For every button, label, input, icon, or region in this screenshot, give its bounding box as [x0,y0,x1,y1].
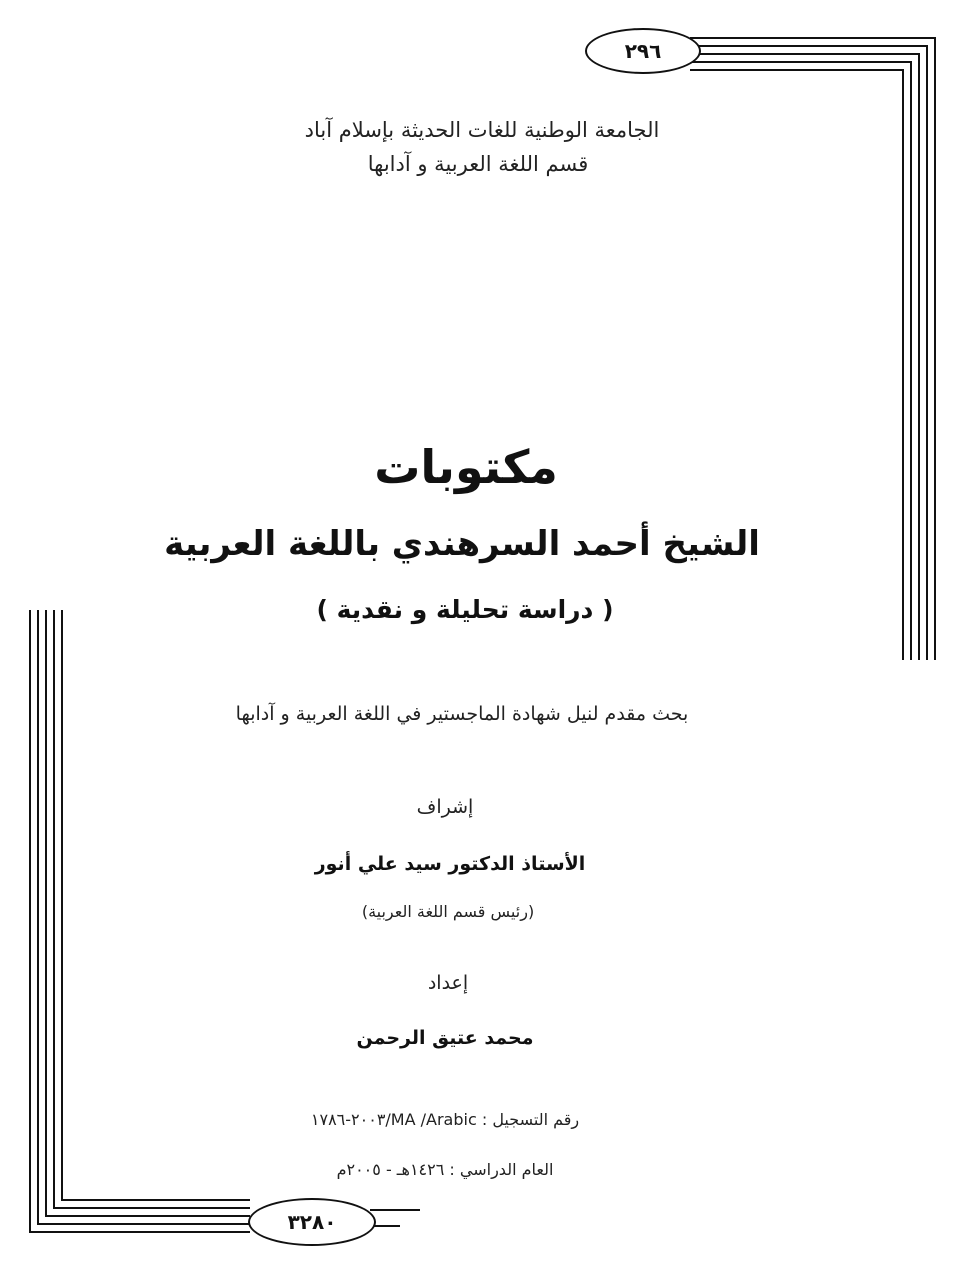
study-type: ( دراسة تحليلة و نقدية ) [316,595,614,624]
university-name: الجامعة الوطنية للغات الحديثة بإسلام آباد [304,118,660,142]
purpose-line: بحث مقدم لنيل شهادة الماجستير في اللغة العربية و آدابها [235,703,689,725]
supervisor-role: (رئيس قسم اللغة العربية) [361,902,535,921]
supervision-label: إشراف [416,796,474,818]
registration-number: رقم التسجيل : MA /Arabic/٢٠٠٣-١٧٨٦ [310,1110,580,1129]
author-name: محمد عتيق الرحمن [356,1027,534,1049]
page-number-bottom-text: ٣٢٨٠ [287,1210,337,1234]
page-number-top-text: ٢٩٦ [624,39,662,63]
supervisor-name: الأستاذ الدكتور سيد علي أنور [314,853,586,875]
department-name: قسم اللغة العربية و آدابها [367,152,589,176]
academic-year: العام الدراسي : ١٤٢٦هـ - ٢٠٠٥م [336,1160,554,1179]
main-title: مكتوبات [374,440,558,494]
preparation-label: إعداد [427,972,469,994]
page-number-top [585,28,701,74]
subtitle: الشيخ أحمد السرهندي باللغة العربية [164,524,760,564]
page-number-bottom [248,1198,376,1246]
